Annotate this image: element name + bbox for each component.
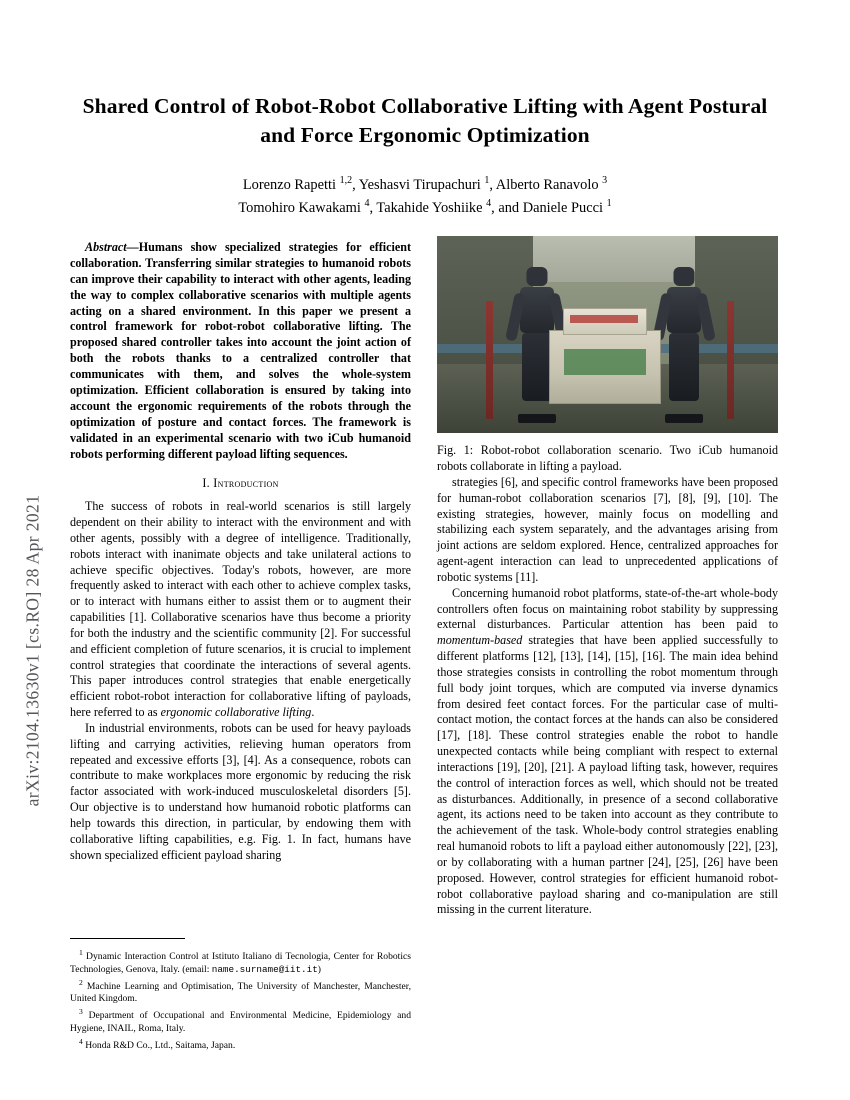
paragraph-intro-2: In industrial environments, robots can be used for heavy payloads lifting and carrying activities, relieving human operators from repeated and excessive efforts [3], [4]. As a consequence, robots can contribute to make workplaces more ergonomic by reducing the risk factor associated with work-induced musculoskeletal disorders [5]. Our objective is to understand how humanoid robotic platforms can help towards this direction, in particular, by endowing them with collaborative lifting capabilities, e.g. Fig. 1. In fact, humans have shown specialized efficient payload sharing	[70, 720, 411, 862]
footnote-2-text: Machine Learning and Optimisation, The University of Manchester, Manchester, United Kingdom.	[70, 980, 411, 1005]
scene-red-post-left	[486, 301, 493, 419]
author-3: , Alberto Ranavolo	[489, 176, 603, 193]
payload-box-large	[549, 330, 661, 404]
paragraph-right-2-b: strategies that have been applied successfully to different platforms [12], [13], [14], [15], [16]. The main idea behind those strategies consists in controlling the robot momentum through full body joint torques, which are computed via inverse dynamics from desired feet contact forces. For the particular case of multi-contact motion, the contact forces at the hands can also be considered [17], [18]. These control strategies enable the robot to handle unexpected contacts while being compliant with respect to external interactions [19], [20], [21]. A payload lifting task, however, requires the control of interaction forces as well, which should not be treated as disturbances. Additionally, in presence of a second collaborative agent, its actions need to be taken into account as they contribute to the achievement of the task. Whole-body control strategies enabling real humanoid robots to lift a payload either autonomously [22], [23], or by collaborating with a human partner [24], [25], [26] have been proposed. However, control strategies for efficient humanoid robot-robot collaborative payload sharing and co-manipulation are still missing in the current literature.	[437, 633, 778, 917]
author-4-affil: 4	[364, 198, 370, 210]
abstract-text: Humans show specialized strategies for efficient collaboration. Transferring similar strategies to humanoid robots can improve their capability to interact with other agents, leading the way to complex collaborative scenarios with multiple agents acting on a shared environment. In this paper we present a control framework for robot-robot collaborative lifting. The proposed shared controller takes into account the joint action of both the robots thanks to a centralized controller that communicates with them, and solves the whole-system optimization. Efficient collaboration is ensured by taking into account the ergonomic requirements of the robots through the optimization of posture and contact forces. The framework is validated in an experimental scenario with two iCub humanoid robots performing different payload lifting sequences.	[70, 240, 411, 461]
robot-head	[674, 267, 695, 286]
footnote-2-marker: 2	[79, 977, 83, 987]
footnote-3	[70, 1007, 411, 1036]
footnote-4	[70, 1037, 411, 1053]
footnote-1-tail: )	[317, 963, 321, 975]
paper-title: Shared Control of Robot-Robot Collaborative Lifting with Agent Postural and Force Ergonomic Optimization	[82, 94, 768, 147]
author-6: , and Daniele Pucci	[491, 200, 607, 217]
figure-1-image	[437, 236, 778, 433]
footnote-2	[70, 978, 411, 1007]
robot-torso	[667, 287, 701, 333]
robot-feet	[518, 414, 556, 423]
paragraph-intro-1-end: .	[311, 705, 315, 720]
footnote-1	[70, 948, 411, 977]
footnote-3-marker: 3	[79, 1007, 83, 1016]
scene-red-post-right	[727, 301, 734, 419]
arxiv-stamp: arXiv:2104.13630v1 [cs.RO] 28 Apr 2021	[22, 494, 43, 807]
figure-1-caption	[437, 443, 778, 474]
section-heading-introduction: I. Introduction	[202, 476, 279, 491]
author-1: Lorenzo Rapetti	[242, 176, 340, 193]
footnote-4-text: Honda R&D Co., Ltd., Saitama, Japan.	[85, 1039, 236, 1051]
abstract	[70, 240, 411, 462]
right-column	[437, 475, 778, 918]
title-block	[70, 92, 780, 219]
robot-feet	[665, 414, 703, 423]
robot-torso	[520, 287, 554, 333]
author-2: , Yeshasvi Tirupachuri	[352, 176, 485, 193]
figure-1-caption-text: Robot-robot collaboration scenario. Two iCub humanoid robots collaborate in lifting a payload.	[437, 443, 778, 473]
robot-legs	[669, 333, 699, 401]
footnote-rule	[70, 938, 185, 939]
footnote-4-marker: 4	[79, 1036, 83, 1046]
figure-1	[437, 236, 778, 474]
author-list	[70, 173, 780, 219]
paragraph-right-2	[437, 586, 778, 918]
footnote-1-email: name.surname@iit.it	[211, 963, 318, 975]
author-6-affil: 1	[606, 198, 612, 210]
robot-legs	[522, 333, 552, 401]
author-5: , Takahide Yoshiike	[369, 200, 487, 217]
abstract-label: Abstract—	[85, 240, 139, 254]
term-ergonomic-collaborative-lifting: ergonomic collaborative lifting	[160, 705, 312, 720]
paragraph-right-1: strategies [6], and specific control frameworks have been proposed for human-robot collaboration scenarios [7], [8], [9], [10]. The existing strategies, however, mainly focus on modelling and stabilizing each system separately, and the advantages arising from joint actions are seldom explored. Hence, centralized approaches for agent-agent interaction can lead to unprecedented applications of robotic systems [11].	[437, 475, 778, 584]
author-2-affil: 1	[484, 175, 490, 187]
author-line-2	[70, 196, 780, 219]
author-4: Tomohiro Kawakami	[238, 200, 365, 217]
payload-box-small	[563, 308, 647, 335]
term-momentum-based: momentum-based	[437, 633, 523, 648]
paragraph-intro-1	[70, 499, 411, 721]
robot-head	[527, 267, 548, 286]
author-5-affil: 4	[486, 198, 492, 210]
author-line-1	[70, 173, 780, 196]
footnote-1-marker: 1	[79, 948, 83, 957]
paragraph-intro-1-text: The success of robots in real-world scenarios is still largely dependent on their ability to interact with the environment and with other agents, possibly with a degree of intelligence. Traditionally, robots interact with inanimate objects and take unilateral actions to achieve specific objectives. Today's robots, however, are more frequently asked to interact with each other to achieve complex tasks, or to interact with humans either to assist them or to augment their capabilities [1]. Collaborative scenarios have thus become a priority for both the industry and the scientific community [2]. For successful and efficient completion of future scenarios, it is crucial to implement control strategies that coordinate the interactions of several agents. This paper introduces control strategies that enable energetically efficient robot-robot interaction for collaborative lifting of payloads, here referred to as	[70, 499, 411, 720]
footnote-1-text: Dynamic Interaction Control at Istituto Italiano di Tecnologia, Center for Robotics Technologies, Genova, Italy. (email:	[70, 951, 411, 975]
footnotes	[70, 948, 411, 1053]
icub-robot-right	[656, 267, 712, 417]
author-1-affil: 1,2	[339, 175, 353, 187]
author-3-affil: 3	[602, 175, 608, 187]
left-column	[70, 240, 411, 863]
paragraph-right-2-a: Concerning humanoid robot platforms, state-of-the-art whole-body controllers often focus on maintaining robot stability by suppressing external disturbances. Particular attention has been paid to	[437, 585, 778, 632]
footnote-3-text: Department of Occupational and Environmental Medicine, Epidemiology and Hygiene, INAIL, Roma, Italy.	[70, 1010, 411, 1034]
figure-1-label: Fig. 1:	[437, 443, 474, 457]
